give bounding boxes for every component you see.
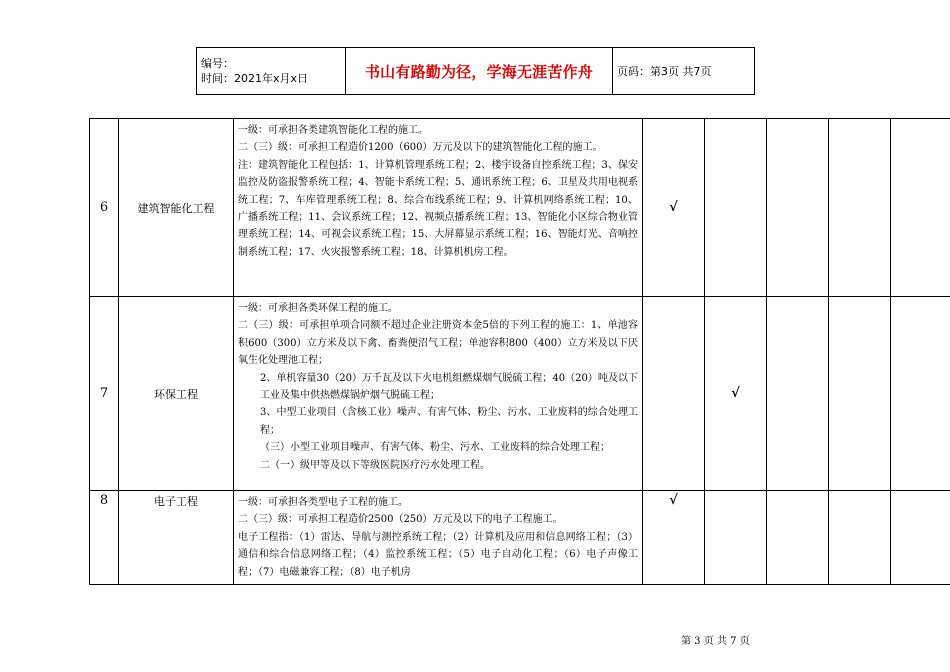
- desc-line: 二（一）级甲等及以下等级医院医疗污水处理工程。: [260, 459, 490, 471]
- check-cell: [767, 491, 829, 585]
- project-name: 建筑智能化工程: [119, 119, 234, 297]
- desc-line: 二（三）级：可承担工程造价2500（250）万元及以下的电子工程施工。: [238, 514, 563, 526]
- time-label: 时间：2021年x月x日: [201, 72, 309, 85]
- check-cell: [767, 119, 829, 297]
- desc-line: 一级：可承担各类建筑智能化工程的施工。: [238, 125, 428, 136]
- check-cell: [891, 491, 950, 585]
- check-cell: [767, 297, 829, 491]
- table-row: [90, 297, 950, 491]
- table-row: [90, 491, 950, 585]
- check-cell: √: [705, 297, 767, 491]
- check-cell: [705, 119, 767, 297]
- table-row: [90, 119, 950, 297]
- desc-line: 一级：可承担各类环保工程的施工。: [238, 303, 398, 314]
- row-number: 6: [90, 119, 119, 297]
- desc-line: （三）小型工业项目噪声、有害气体、粉尘、污水、工业废料的综合处理工程；: [260, 442, 610, 454]
- check-cell: [829, 297, 891, 491]
- check-cell: [891, 119, 950, 297]
- check-cell: [705, 491, 767, 585]
- row-number: 7: [90, 297, 119, 491]
- page-header: [196, 47, 755, 95]
- project-description: [234, 491, 643, 585]
- qualification-table: [89, 118, 950, 585]
- desc-line: 二（三）级：可承担工程造价1200（600）万元及以下的建筑智能化工程的施工。: [238, 142, 603, 154]
- project-description: [234, 119, 643, 297]
- check-cell: [829, 491, 891, 585]
- row-number: 8: [90, 491, 119, 585]
- motto: 书山有路勤为径，学海无涯苦作舟: [346, 48, 613, 95]
- page-code: 页码：第3页 共7页: [613, 48, 755, 95]
- number-label: 编号：: [201, 57, 234, 70]
- header-info: [197, 48, 346, 95]
- desc-line: 一级：可承担各类型电子工程的施工。: [238, 497, 408, 508]
- project-name: 电子工程: [119, 491, 234, 585]
- check-cell: [829, 119, 891, 297]
- page-footer: 第 3 页 共 7 页: [681, 636, 750, 647]
- desc-line: 注：建筑智能化工程包括：1、计算机管理系统工程；2、楼宇设备自控系统工程；3、保安监控及防盗报警系统工程；4、智能卡系统工程；5、通讯系统工程；6、卫星及共用电视系统工程；7、车库管理系统工程；8、综合布线系统工程；9、计算机网络系统工程；10、广播系统工程；11、会议系统工程；12、视频点播系统工程；13、智能化小区综合物业管理系统工程；14、可视会议系统工程；15、大屏幕显示系统工程；16、智能灯光、音响控制系统工程；17、火灾报警系统工程；18、计算机机房工程。: [238, 159, 638, 258]
- check-cell: √: [643, 491, 705, 585]
- desc-line: 二（三）级：可承担单项合同额不超过企业注册资本金5倍的下列工程的施工：1、单池容积600（300）立方米及以下禽、畜粪便沼气工程；单池容积800（400）立方米及以下厌氧生化处理池工程；: [238, 320, 638, 367]
- desc-line: 3、中型工业项目（含核工业）噪声、有害气体、粉尘、污水、工业废料的综合处理工程；: [260, 407, 638, 436]
- project-name: 环保工程: [119, 297, 234, 491]
- project-description: [234, 297, 643, 491]
- check-cell: [891, 297, 950, 491]
- desc-line: 2、单机容量30（20）万千瓦及以下火电机组燃煤烟气脱硫工程；40（20）吨及以下工业及集中供热燃煤锅炉烟气脱硫工程；: [260, 372, 638, 402]
- check-cell: √: [643, 119, 705, 297]
- desc-line: 电子工程指：（1）雷达、导航与测控系统工程；（2）计算机及应用和信息网络工程；（3）通信和综合信息网络工程；（4）监控系统工程；（5）电子自动化工程；（6）电子声像工程；（7）电磁兼容工程；（8）电子机房: [238, 531, 638, 578]
- check-cell: [643, 297, 705, 491]
